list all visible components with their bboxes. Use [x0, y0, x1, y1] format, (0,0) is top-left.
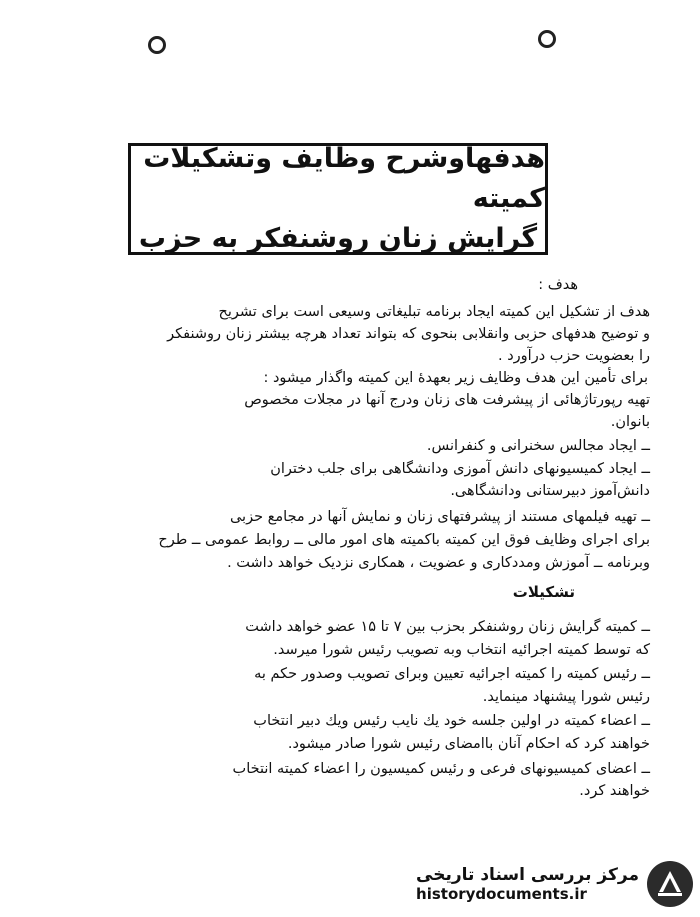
organization-heading: تشکیلات [512, 583, 575, 601]
organization-line: ــ کمیته گرایش زنان روشنفکر بحزب بین ۷ تا ۱۵ عضو خواهد داشت [245, 619, 650, 635]
organization-line: خواهند کرد. [579, 783, 650, 799]
goal-line: هدف از تشکیل این کمیته ایجاد برنامه تبلیغاتی وسیعی است برای تشریح [218, 304, 650, 320]
watermark-url: historydocuments.ir [416, 885, 587, 903]
goal-line: ــ ایجاد کمیسیونهای دانش آموزی ودانشگاهی برای جلب دختران [270, 461, 650, 477]
watermark-org-name: مرکز بررسی اسناد تاریخی [416, 865, 639, 885]
goal-line: را بعضویت حزب درآورد . [497, 348, 650, 364]
watermark-footer [410, 855, 695, 913]
goal-line: تهیه رپورتاژهائی از پیشرفت های زنان ودرج آنها در مجلات مخصوص [244, 392, 650, 408]
goal-line: برای تأمین این هدف وظایف زیر بعهدهٔ این کمیته واگذار میشود : [263, 370, 648, 386]
goal-line: دانش‌آموز دبیرستانی ودانشگاهی. [450, 483, 650, 499]
goal-line: برای اجرای وظایف فوق این کمیته باکمیته های امور مالی ــ روابط عمومی ــ طرح [158, 532, 650, 548]
goal-line: ــ ایجاد مجالس سخنرانی و کنفرانس. [426, 438, 650, 454]
goal-line: بانوان. [610, 414, 650, 430]
title-box [128, 143, 548, 255]
organization-line: ــ اعضاء کمیته در اولین جلسه خود یك نایب رئیس ویك دبیر انتخاب [253, 713, 650, 729]
goal-line: و توضیح هدفهای حزبی وانقلابی بنحوی که بتواند تعداد هرچه بیشتر زنان روشنفکر [167, 326, 650, 342]
punch-hole-right [538, 30, 556, 48]
goal-line: ــ تهیه فیلمهای مستند از پیشرفتهای زنان و نمایش آنها در مجامع حزبی [229, 509, 650, 525]
punch-hole-left [148, 36, 166, 54]
organization-line: که توسط کمیته اجرائیه انتخاب وبه تصویب رئیس شورا میرسد. [273, 642, 650, 658]
goal-line: وبرنامه ــ آموزش ومددکاری و عضویت ، همکاری نزدیک خواهد داشت . [227, 555, 650, 571]
archive-logo-icon [645, 859, 695, 909]
watermark-text [416, 865, 639, 903]
goal-heading: هدف : [538, 277, 578, 293]
title-line-2: گرایش زنان روشنفکر به حزب [138, 223, 538, 254]
organization-line: ــ اعضای کمیسیونهای فرعی و رئیس کمیسیون را اعضاء کمیته انتخاب [232, 761, 650, 777]
organization-line: خواهند کرد که احکام آنان باامضای رئیس شورا صادر میشود. [287, 736, 650, 752]
organization-line: ــ رئیس کمیته را کمیته اجرائیه تعیین وبرای تصویب وصدور حکم به [254, 666, 650, 682]
title-line-1: هدفهاوشرح وظایف وتشکیلات کمیته [143, 143, 545, 214]
organization-line: رئیس شورا پیشنهاد مینماید. [482, 689, 650, 705]
